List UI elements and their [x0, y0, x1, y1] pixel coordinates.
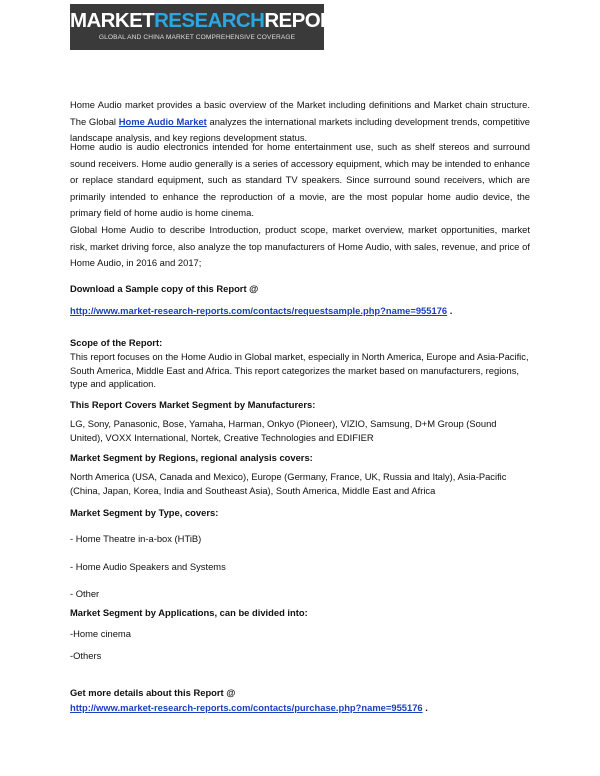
- sample-heading: Download a Sample copy of this Report @: [70, 283, 259, 294]
- description-paragraph: Home audio is audio electronics intended for home entertainment use, such as shelf stereos and surround sound receivers. Home audio generally is a series of accessory equipment, which may be intended to enhance or replace standard equipment, such as standard TV speakers. Since surround sound receivers, which are primarily intended to enhance the reproduction of a movie, are the most popular home audio device, the primary field of home audio is home cinema.: [70, 141, 530, 218]
- period: .: [447, 305, 453, 316]
- logo-text-market: MARKET: [70, 9, 155, 32]
- sample-line: [70, 305, 530, 316]
- home-audio-market-link[interactable]: Home Audio Market: [118, 115, 207, 127]
- logo-text-research: RESEARCH: [154, 9, 265, 32]
- details-line: [70, 702, 530, 713]
- types-heading: Market Segment by Type, covers:: [70, 507, 219, 518]
- regions-text: North America (USA, Canada and Mexico), Europe (Germany, France, UK, Russia and Italy), Asia-Pacific (China, Japan, Korea, India and Southeast Asia), South America, Middle East and Africa: [70, 471, 507, 496]
- logo-text-reports: REPORTS: [264, 9, 360, 32]
- logo: [70, 4, 360, 50]
- applications-heading: Market Segment by Applications, can be divided into:: [70, 607, 308, 618]
- application-item: -Others: [70, 650, 102, 661]
- scope-paragraph: Global Home Audio to describe Introduction, product scope, market overview, market opportunities, market risk, market driving force, also analyze the top manufacturers of Home Audio, with sales, revenue, and price of Home Audio, in 2016 and 2017;: [70, 224, 530, 268]
- logo-tagline: GLOBAL AND CHINA MARKET COMPREHENSIVE COVERAGE: [98, 34, 296, 41]
- intro-text: Home Audio market provides a basic overview of the Market including definitions and Market chain structure. The Global: [70, 99, 530, 127]
- application-item: -Home cinema: [70, 628, 131, 639]
- regions-heading: Market Segment by Regions, regional analysis covers:: [70, 452, 313, 463]
- scope-heading: Scope of the Report:: [70, 337, 163, 348]
- purchase-link[interactable]: http://www.market-research-reports.com/contacts/purchase.php?name=955176: [70, 702, 423, 713]
- manufacturers-heading: This Report Covers Market Segment by Manufacturers:: [70, 399, 316, 410]
- period: .: [422, 702, 428, 713]
- type-item: - Other: [70, 588, 100, 599]
- details-heading: Get more details about this Report @: [70, 687, 236, 698]
- type-item: - Home Audio Speakers and Systems: [70, 561, 226, 572]
- scope-text: This report focuses on the Home Audio in Global market, especially in North America, Europe and Asia-Pacific, South America, Middle East and Africa. This report categorizes the market based on manufacturers, regions, type and application.: [70, 351, 529, 389]
- manufacturers-text: LG, Sony, Panasonic, Bose, Yamaha, Harman, Onkyo (Pioneer), VIZIO, Samsung, D+M Group (Sound United), VOXX International, Nortek, Creative Technologies and EDIFIER: [70, 418, 497, 443]
- sample-link[interactable]: http://www.market-research-reports.com/contacts/requestsample.php?name=955176: [70, 305, 448, 316]
- type-item: - Home Theatre in-a-box (HTiB): [70, 533, 202, 544]
- intro-text-end: analyzes the international markets including development trends, competitive landscape analysis, and key regions development status.: [70, 115, 530, 143]
